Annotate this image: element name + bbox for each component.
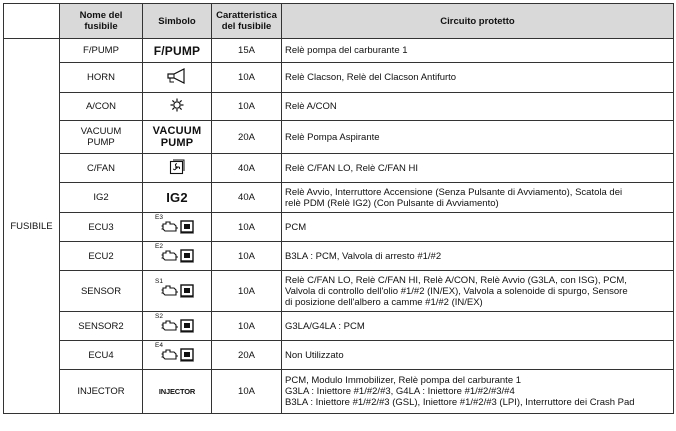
fuse-name-line: VACUUM [80, 126, 122, 137]
header-rating: Caratteristica del fusibile [212, 4, 282, 39]
fuse-rating: 10A [212, 213, 282, 242]
fuse-symbol [143, 183, 212, 213]
fuse-symbol [143, 242, 212, 271]
fan-icon [169, 167, 185, 178]
fuse-name: INJECTOR [60, 370, 143, 414]
fuse-name: ECU2 [60, 242, 143, 271]
fuse-symbol [143, 271, 212, 312]
ecu-symbol [155, 279, 199, 301]
symbol-label: E3 [155, 213, 163, 221]
symbol-text: IG2 [166, 190, 188, 205]
engine-icon [161, 318, 197, 334]
symbol-text-line: PUMP [160, 137, 194, 149]
fuse-rating: 10A [212, 242, 282, 271]
fuse-rating: 10A [212, 312, 282, 341]
symbol-text-line: VACUUM [152, 125, 202, 137]
fuse-name: ECU4 [60, 341, 143, 370]
engine-icon [161, 347, 197, 363]
fuse-circuit: Relè C/FAN LO, Relè C/FAN HI [282, 154, 674, 183]
ecu-symbol [155, 215, 199, 237]
table-row [4, 341, 674, 370]
category-label: FUSIBILE [4, 39, 60, 414]
circuit-line: B3LA : Iniettore #1/#2/#3 (GSL), Iniettore #1/#2/#3 (LPI), Interruttore dei Crash Pad [285, 397, 635, 408]
table-row [4, 271, 674, 312]
ecu-symbol [155, 314, 199, 336]
engine-icon [161, 283, 197, 299]
table-row [4, 39, 674, 63]
fuse-symbol [143, 39, 212, 63]
circuit-line: Relè Avvio, Interruttore Accensione (Senza Pulsante di Avviamento), Scatola dei [285, 186, 623, 198]
header-name: Nome del fusibile [60, 4, 143, 39]
fuse-name [60, 121, 143, 154]
fuse-table [3, 3, 674, 414]
fuse-circuit: G3LA/G4LA : PCM [282, 312, 674, 341]
fuse-rating: 20A [212, 121, 282, 154]
circuit-line: relè PDM (Relè IG2) (Con Pulsante di Avviamento) [285, 197, 499, 209]
table-row [4, 121, 674, 154]
table-row [4, 183, 674, 213]
fuse-symbol [143, 370, 212, 414]
ecu-symbol [155, 343, 199, 365]
fuse-circuit: Relè Pompa Aspirante [282, 121, 674, 154]
snowflake-icon [170, 104, 184, 115]
fuse-name-line: PUMP [87, 137, 115, 148]
fuse-name: SENSOR [60, 271, 143, 312]
table-header-row [4, 4, 674, 39]
symbol-label: S2 [155, 312, 163, 320]
fuse-circuit: Relè A/CON [282, 93, 674, 121]
fuse-name: F/PUMP [60, 39, 143, 63]
fuse-symbol [143, 341, 212, 370]
circuit-line: Relè C/FAN LO, Relè C/FAN HI, Relè A/CON, Relè Avvio (G3LA, con ISG), PCM, [285, 274, 627, 286]
fuse-symbol [143, 93, 212, 121]
fuse-rating: 10A [212, 63, 282, 93]
circuit-line: PCM, Modulo Immobilizer, Relè pompa del carburante 1 [285, 375, 522, 386]
fuse-symbol [143, 63, 212, 93]
fuse-circuit [282, 183, 674, 213]
circuit-line: G3LA : Iniettore #1/#2/#3, G4LA : Iniettore #1/#2/#3/#4 [285, 386, 515, 397]
fuse-symbol [143, 121, 212, 154]
fuse-rating: 10A [212, 271, 282, 312]
fuse-symbol [143, 154, 212, 183]
symbol-label: E4 [155, 341, 163, 349]
symbol-text: INJECTOR [158, 387, 196, 396]
fuse-symbol [143, 213, 212, 242]
table-row [4, 312, 674, 341]
fuse-circuit: B3LA : PCM, Valvola di arresto #1/#2 [282, 242, 674, 271]
fuse-name: SENSOR2 [60, 312, 143, 341]
fuse-rating: 40A [212, 154, 282, 183]
fuse-name: ECU3 [60, 213, 143, 242]
table-row [4, 213, 674, 242]
table-row [4, 63, 674, 93]
fuse-circuit: Non Utilizzato [282, 341, 674, 370]
fuse-name: HORN [60, 63, 143, 93]
symbol-label: E2 [155, 242, 163, 250]
fuse-name: C/FAN [60, 154, 143, 183]
fuse-rating: 10A [212, 93, 282, 121]
circuit-line: di posizione dell'albero a camme #1/#2 (IN/EX) [285, 296, 483, 308]
fuse-rating: 15A [212, 39, 282, 63]
fuse-name: A/CON [60, 93, 143, 121]
fuse-circuit: Relè pompa del carburante 1 [282, 39, 674, 63]
fuse-circuit [282, 271, 674, 312]
table-row [4, 154, 674, 183]
circuit-line: Valvola di controllo dell'olio #1/#2 (IN/EX), Valvola a solenoide di spurgo, Sensore [285, 285, 628, 297]
fuse-rating: 40A [212, 183, 282, 213]
ecu-symbol [155, 244, 199, 266]
fuse-circuit: PCM [282, 213, 674, 242]
fuse-rating: 20A [212, 341, 282, 370]
engine-icon [161, 248, 197, 264]
fuse-name: IG2 [60, 183, 143, 213]
table-row [4, 93, 674, 121]
header-symbol: Simbolo [143, 4, 212, 39]
fuse-circuit: Relè Clacson, Relè del Clacson Antifurto [282, 63, 674, 93]
fuse-circuit [282, 370, 674, 414]
header-blank [4, 4, 60, 39]
table-row [4, 370, 674, 414]
fuse-symbol [143, 312, 212, 341]
engine-icon [161, 219, 197, 235]
symbol-label: S1 [155, 277, 163, 285]
symbol-text: F/PUMP [153, 43, 201, 58]
header-circuit: Circuito protetto [282, 4, 674, 39]
fuse-rating: 10A [212, 370, 282, 414]
symbol-text [153, 125, 202, 149]
table-row [4, 242, 674, 271]
horn-icon [166, 76, 188, 87]
